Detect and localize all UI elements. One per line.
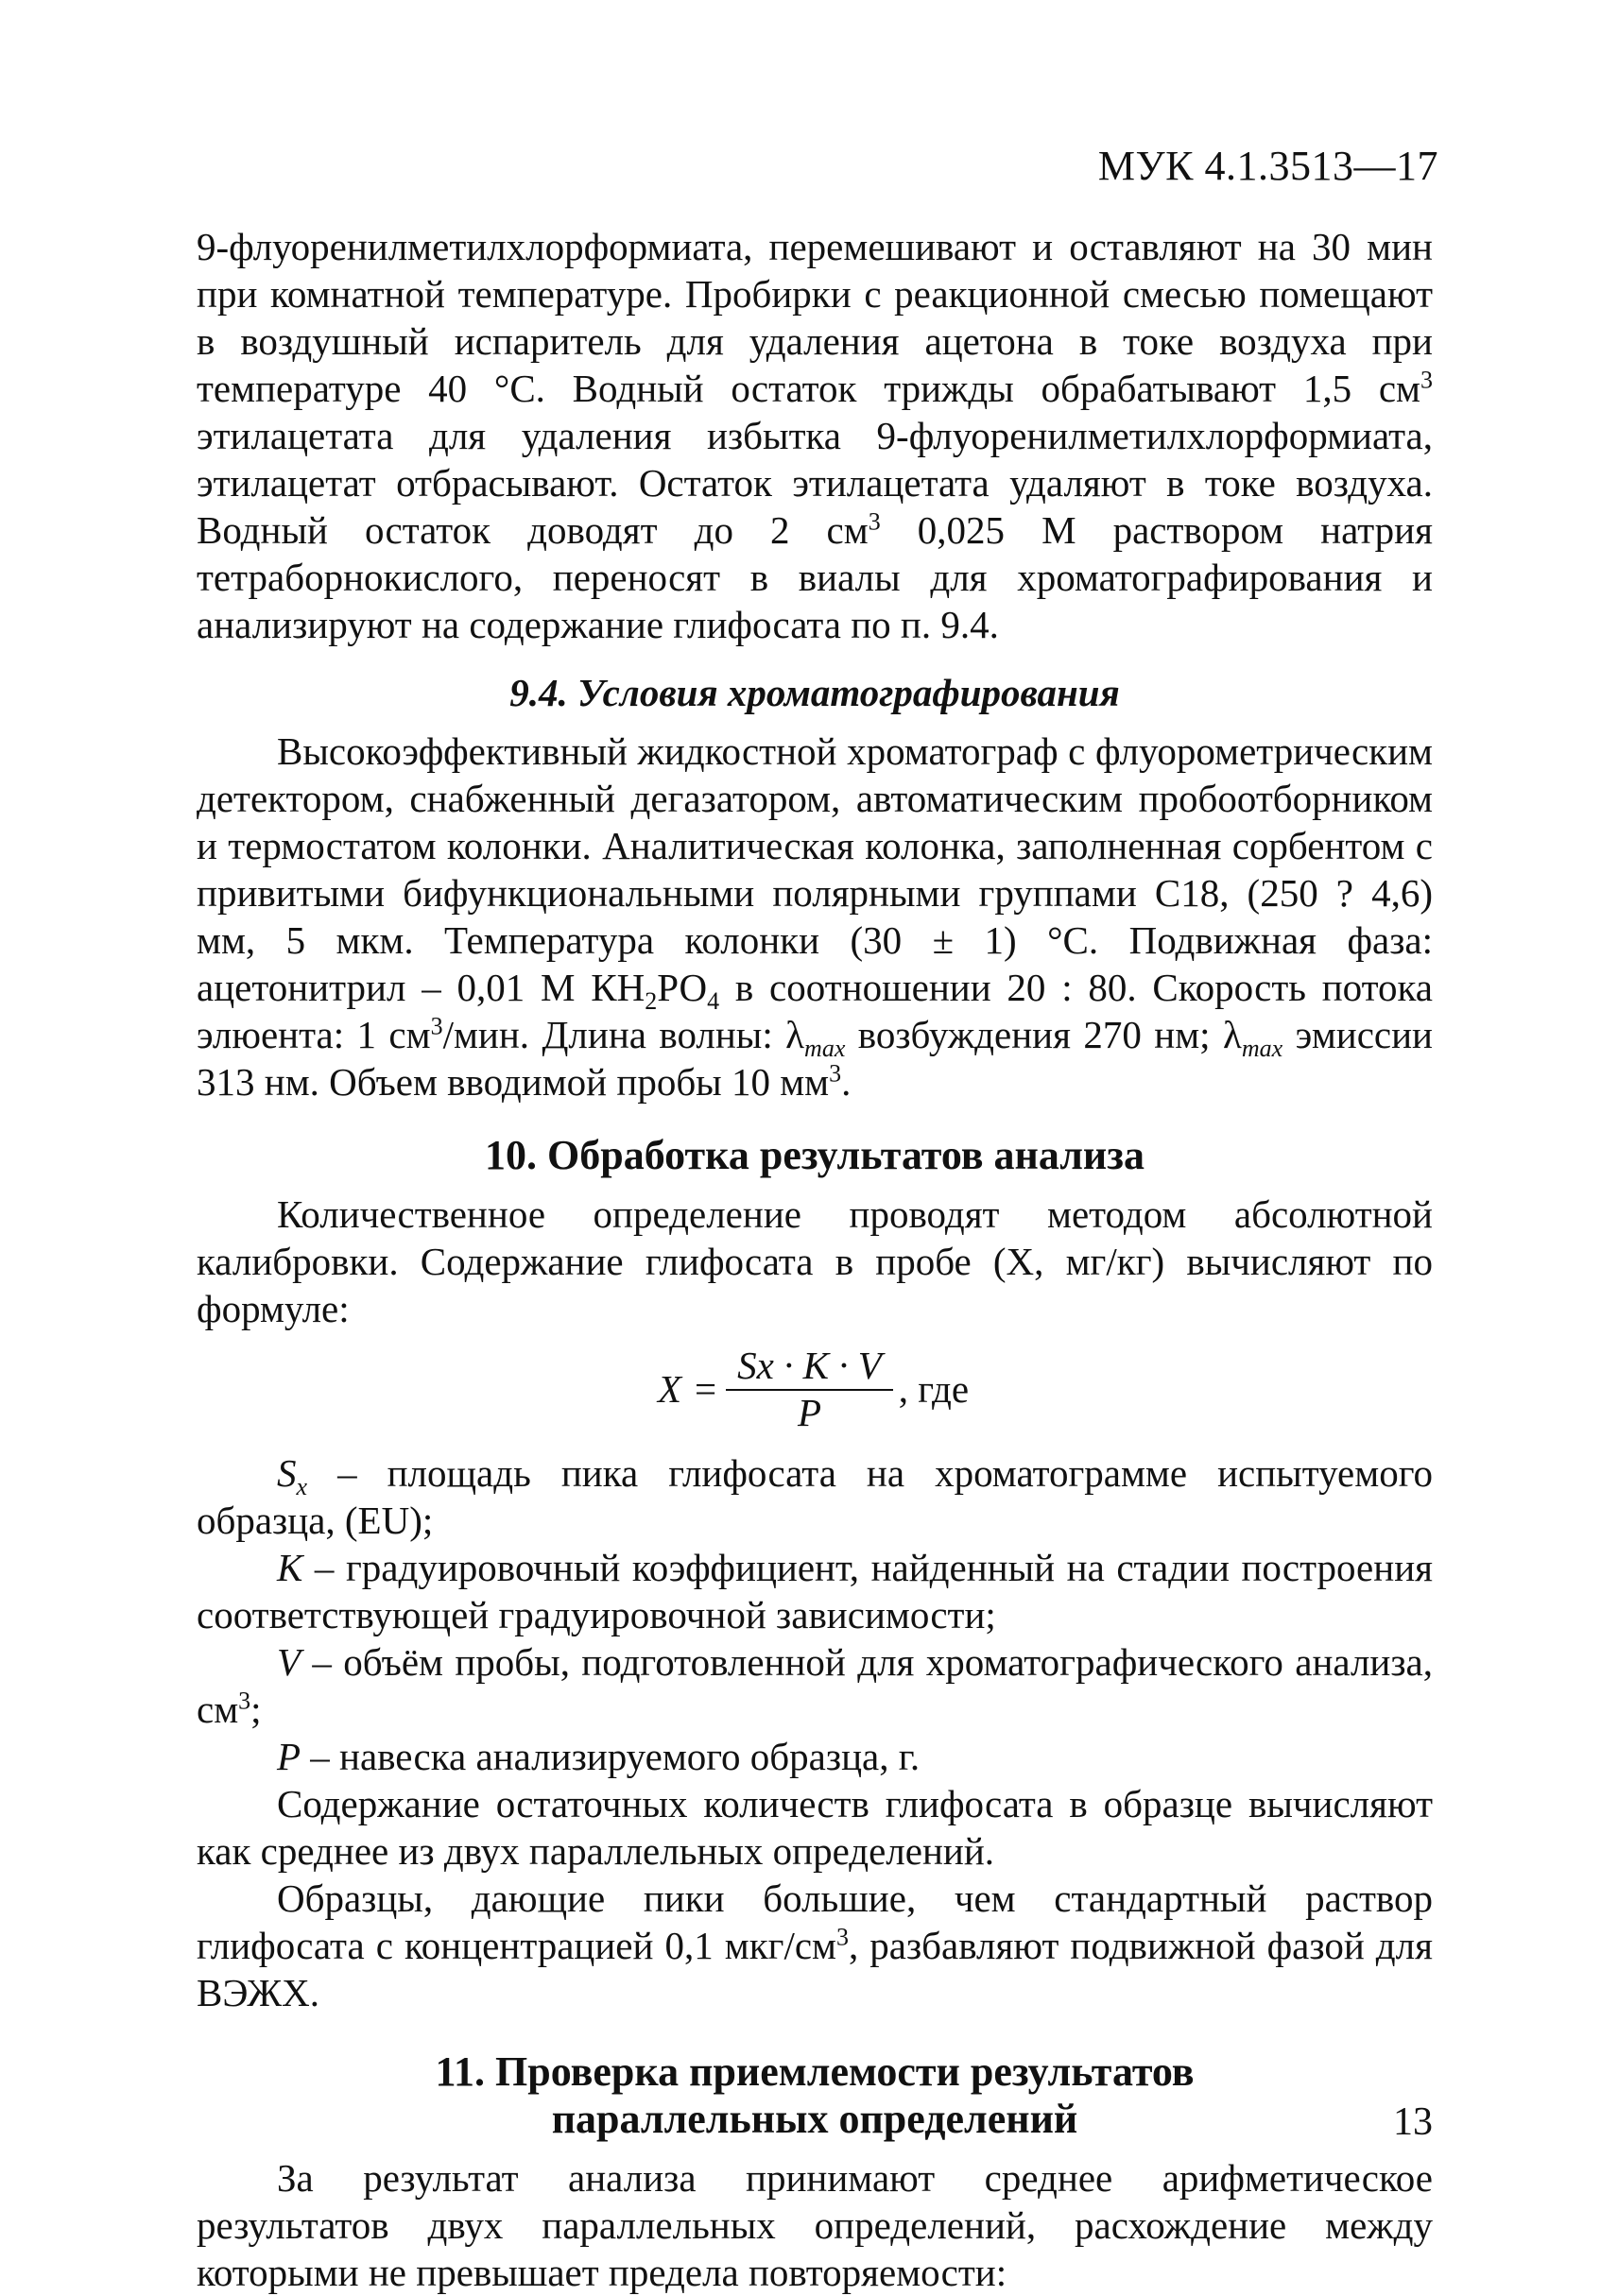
paragraph-calibration: Количественное определение проводят методом абсолютной калибровки. Содержание глифосата в пробе (X, мг/кг) вычисляют по формуле:: [197, 1192, 1433, 1330]
section-heading-10: 10. Обработка результатов анализа: [485, 1132, 1145, 1178]
page-number: 13: [1393, 2100, 1433, 2144]
variable-definitions: [197, 1449, 1433, 1780]
formula: [658, 1344, 969, 1434]
formula-lhs: X: [658, 1367, 682, 1411]
paragraph-average: Содержание остаточных количеств глифосата в образце вычисляют как среднее из двух параллельных определений.: [197, 1782, 1433, 1873]
document-body: [197, 223, 1433, 2296]
definition-item: K – градуировочный коэффициент, найденный на стадии построения соответствующей градуировочной зависимости;: [197, 1546, 1433, 1636]
section-heading-9-4: 9.4. Условия хроматографирования: [509, 671, 1120, 714]
paragraph-chromatography-conditions: Высокоэффективный жидкостной хроматограф с флуорометрическим детектором, снабженный дегазатором, автоматическим пробоотборником и термостатом колонки. Аналитическая колонка, заполненная сорбентом с привитыми бифункциональными полярными группами С18, (250 ? 4,6) мм, 5 мкм. Температура колонки (30 ± 1) °С. Подвижная фаза: ацетонитрил – 0,01 М $КН_2РО_4$ в соотношении 20 : 80. Скорость потока элюента: 1 $см^3$/мин. Длина волны: $\lambda_{max}$ возбуждения 270 нм; $\lambda_{max}$ эмиссии 313 нм. Объем вводимой пробы 10 $мм^3$.: [197, 729, 1433, 1104]
paragraph-procedure: 9-флуоренилметилхлорформиата, перемешивают и оставляют на 30 мин при комнатной температуре. Пробирки с реакционной смесью помещают в воздушный испаритель для удаления ацетона в токе воздуха при температуре 40 °С. Водный остаток трижды обрабатывают 1,5 $см^3$ этилацетата для удаления избытка 9-флуоренилметилхлорформиата, этилацетат отбрасывают. Остаток этилацетата удаляют в токе воздуха. Водный остаток доводят до 2 $см^3$ 0,025 М раствором натрия тетраборнокислого, переносят в виалы для хроматографирования и анализируют на содержание глифосата по п. 9.4.: [197, 225, 1433, 646]
formula-denominator: P: [797, 1391, 821, 1434]
formula-block: [197, 1344, 1433, 1442]
paragraph-acceptance: За результат анализа принимают среднее арифметическое результатов двух параллельных определений, расхождение между которыми не превышает предела повторяемости:: [197, 2156, 1433, 2294]
section-heading-11-line1: 11. Проверка приемлемости результатов: [435, 2048, 1195, 2095]
formula-equals: =: [695, 1367, 717, 1411]
formula-numerator: Sx · K · V: [726, 1344, 893, 1391]
paragraph-dilution: Образцы, дающие пики большие, чем стандартный раствор глифосата с концентрацией 0,1 мкг/$см^3$, разбавляют подвижной фазой для ВЭЖХ.: [197, 1876, 1433, 2014]
section-heading-11: [197, 2048, 1433, 2143]
definition-item: $S_x$ – площадь пика глифосата на хроматограмме испытуемого образца, (EU);: [197, 1451, 1433, 1542]
definition-item: V – объём пробы, подготовленной для хроматографического анализа, $см^3$;: [197, 1640, 1433, 1731]
running-header: МУК 4.1.3513—17: [1097, 143, 1438, 189]
formula-tail: , где: [898, 1367, 970, 1411]
section-heading-11-line2: параллельных определений: [551, 2096, 1078, 2142]
definition-item: P – навеска анализируемого образца, г.: [277, 1735, 921, 1778]
formula-fraction: [726, 1344, 893, 1434]
